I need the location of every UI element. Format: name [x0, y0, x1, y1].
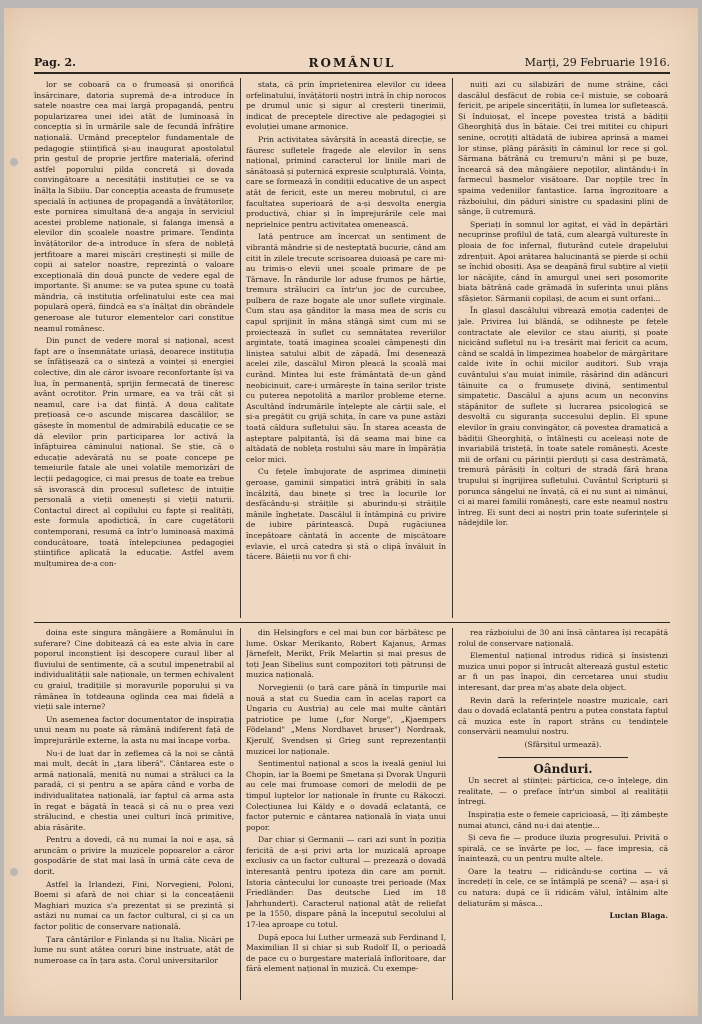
bottom-column-3: [458, 628, 668, 1000]
poem-title: Oânduri.: [533, 761, 593, 776]
paragraph: Pentru a dovedi, că nu numai la noi e așa, să aruncăm o privire la muzicele popoarelor a căror gospodărie de stat mai lasă în urmă câte ceva de dorit.: [34, 835, 234, 877]
paragraph: Țara cântărilor e Finlanda și nu Italia. Nicări pe lume nu sunt atâtea coruri bine instruate, atât de numeroase ca în țara asta. Corul universitarilor: [34, 934, 234, 965]
paper-hole: [10, 868, 18, 876]
poem-stanza: Oare la teatru — ridicându-se cortina — vă încredeți în cele, ce se întâmplă pe scenă? — așa-i și cu natura: după ce îi ridicăm vălul, întâlnim alte deliaturăm și măsca...: [458, 866, 668, 908]
paragraph: Sentimentul național a scos la iveală geniul lui Chopin, iar la Boemi pe Smetana și Dvorak Ungurii au cele mai frumoase comori de melodii de pe timpul luptelor lor naționale în frunte cu Rákoczi. Colecțiunea lui Káldy e o dovadă eclatantă, ce factor puternic e cântarea națională în viața unui popor.: [246, 759, 446, 832]
paragraph: Cu fețele îmbujorate de asprimea dimineții geroase, gaminii simpatici intră grăbiți în sala încălzită, dau binețe și trec la locurile lor desfăcându-și străițile și aburindu-și străițile mânile înghețate. Dascălul îi întâmpină cu privire de iubire părintească. După rugăciunea începătoare cântată în accente de mișcătoare evlavie, el urcă catedra și stă o clipă învăluit în tăcere. Băieții nu vor fi chi-: [246, 467, 446, 562]
top-column-3: [458, 80, 668, 618]
column-divider: [240, 78, 241, 618]
paragraph: Dar chiar și Germanii — cari azi sunt în poziția fericită de a-și privi arta lor muzicală aproape exclusiv ca un factor cultural — prezează o dovadă interesantă pentru ipoteza din care am pornit. Istoria cântecului lor cunoaște trei perioade (Max Friedländer: Das deutsche Lied im 18 Jahrhundert). Caracterul național atât de reliefat pe la 1550, dispare până la începutul secolului al 17-lea aproape cu totul.: [246, 835, 446, 930]
newspaper-page: [4, 8, 698, 1016]
paragraph: Iată pentruce am încercat un sentiment de vibrantă mândrie și de nesteptată bucurie, când am citit în zilele trecute scrisoarea duioasă pe care mi-au trimis-o elevii unei școale primare de pe Târnave. În rândurile lor aduse frumos pe hârtie, tremura străluciri ca într'un joc de curcubee, pulbera de raze bogate ale unor suflete virginale. Cum stau așa gânditor la masa mea de scris cu capul sprijinit în mâna stângă simt cum mi se proiectează în suflet cu semnătatea reveriilor argintate, toată imaginea școalei câmpenești din liniștea satului albit de zăpadă. Îmi desenează acelei zile, dascălul Miron pleacă la școală mai curând. Mintea lui este frământată de-un gând neobicinuit, care-i urmărește în taina serilor triste cu puterea nepotolită a marilor probleme eterne. Ascultând îndrumările înțelepte ale cărții sale, el și-a pregătit cu grijă schița, în care va pune astăzi toată căldura sufletului său. În starea aceasta de așteptare palpitantă, își dă seama mai bine ca altădată de nobleța rostului său mare în împărăția celor mici.: [246, 232, 446, 464]
paragraph: În glasul dascălului vibrează emoția cadenței de jale. Privirea lui blândă, se odihnește pe fețele contractate ale elevilor ce stau aiuriți, și poate nicicând sufletul nu i-a tresărit mai fericit ca acum, când se scaldă în limpezimea hoabelor de mărgăritare calde ivite în ochii micilor auditori. Sub vraja cuvântului s'au muiat inimile, răsărind din adâncuri tăinuite ca o frumusețe divină, sentimentul simpatetic. Dascălul a ajuns acum un neconvins stăpânitor de suflete și lucrarea psicologică se desvoltă cu siguranța succesului deplin. El spune elevilor în graiu convingător, că povestea dramatică a bădiții Gheorghiță, o întâlnești cu aceleași note de invariabilă tristeță, în toate satele românești. Aceste mii de orfani cu părinții pierduți și casa destrămată, tremură părăsiți în colțuri de stradă fără hrana trupului și îngrijirea sufletului. Cuvântul Scripturii și porunca sângelui ne învață, că ei nu sunt ai nimănui, ci ai marei familii românești, care este neamul nostru întreg. Ei sunt deci ai noștri prin toate suferințele și nădejdile lor.: [458, 306, 668, 528]
masthead: [34, 52, 670, 74]
paragraph: Norvegienii (o țară care până în timpurile mai nouă a stat cu Suedia cam în acelaș raport ca Ungaria cu Austria) au cele mai multe cântări patriotice pe lume („for Norge", „Kjaempers Födeland" „Mens Nordhavet bruser") Nordraak, Kjerulf, Svendsen și Grieg sunt reprezentanții muzicei lor naționale.: [246, 682, 446, 756]
paragraph: Speriați în somnul lor agitat, ei văd în depărtări necuprinse profilul de tată, cum aleargă vultureste în ploaia de foc infernal, fluturând cutele drapelului zdrențuit. Apoi arătarea halucinantă se pierde și ochii se închid obosiți. Așa se deapănă firul subțire al vieții lor năcăjite, când în amurgul unei seri posomorite biata bătrână cade grămadă în suferința unui plâns sfâșietor. Sărmanii copilași, de acum ei sunt orfani...: [458, 219, 668, 303]
paragraph: Elementul național introdus ridică și însistenzi muzica unui popor și întrucât alterează gustul estetic ar fi un pas înapoi, din cercetarea unui studiu interesant, dar prea m'aș abate dela object.: [458, 651, 668, 692]
paragraph: Prin activitatea săvârșită în această direcție, se făuresc sufletele fragede ale elevilor în sens național, primind caracterul lor liniile mari de sănătoasă și puternică expresie sculpturală. Voința, care se formează în condiții educative de un aspect atât de fericit, este un mereu mobrutul, ci are facultatea superioară de a-și desvolta energia productivă, chiar și în împrejurările cele mai neprielnice pentru activitatea omenească.: [246, 134, 446, 229]
top-column-1: [34, 80, 234, 618]
paragraph: stata, că prin împrietenirea elevilor cu ideea orfelinatului, învățătorii noștri intră în chip norocos pe drumul unic și sigur al creșterii tinerimii, indicat de preceptele directive ale pedagogiei și evoluției umane armonice.: [246, 80, 446, 132]
paragraph: rea războiului de 30 ani însă cântarea își recapătă rolul de conservare națională.: [458, 628, 668, 648]
poem-stanza: Și ceva fie — produce iluzia progresului. Privită o spirală, ce se învârte pe loc, — face impresia, că înaintează, cu un pentru multe altele.: [458, 833, 668, 864]
paragraph: nuiți azi cu silabizări de nume străine, căci dascălul desfăcut de robia ce-l mistuie, se coboară fericit, pe aripele sincerității, în lumea lor sufletească. Și înduioșat, el începe povestea tristă a bădiții Gheorghiță dus în bătaie. Cei trei mititei cu chipuri senine, ocroțiți altădată de iubirea aprinsă a mamei lor stinse, plâng părăsiți în căminul lor rece și gol. Sărmana bătrână cu tremuru'n mâni și pe buze, încearcă să dea mângâiere nepoților, alintându-i în farmecul basmelor visătoare. Dar nopțile trec în spaima vedeniilor fantastice. Iarna îngrozitoare a războiului, din păduri sinistre cu spadasini plini de sânge, îi cutremură.: [458, 80, 668, 217]
page-number: Pag. 2.: [34, 56, 76, 69]
poem-author: Lucian Blaga.: [609, 911, 668, 921]
top-column-2: [246, 80, 446, 618]
paragraph: După epoca lui Luther urmează sub Ferdinand I, Maximilian II și chiar și sub Rudolf II, o perioadă de pace cu o burgestare materială înfloritoare, dar fără element național în muzică. Cu exempe-: [246, 932, 446, 974]
section-divider: [34, 622, 670, 623]
paragraph: Un asemenea factor documentator de inspirația unui neam nu poate să rămână indiferent față de împrejurările externe, la asta nu mai încape vorba.: [34, 714, 234, 745]
column-divider: [452, 78, 453, 618]
paragraph: doina este singura mângâiere a Românului în suferare? Cine dobitează că ea este alvia în care poporul inconștient își descopere curaul liber al fluviului de sentimente, că a scutul impenetrabil al individualității sale naționale, un termen echivalent cu graiul, tradițiile și moravurile poporului și va rămânea în totdeauna oglinda cea mai fidelă a vieții sale interne?: [34, 628, 234, 712]
paragraph: Revin dară la referințele noastre muzicale, cari dau o dovadă eclatantă pentru a putea constata faptul că muzica este în raport strâns cu tendințele conservării neamului nostru.: [458, 695, 668, 737]
paragraph: lor se coboară ca o frumoasă și onorifică însărcinare, datoria supremă de-a introduce în satele noastre cea mai largă propagandă, pentru popularizarea unei idei atât de luminoasă în concepția și în urmările sale de fecundă înfrățire națională. Urmând preceptelor fundamentale de pedagogie științifică și-au inaugurat apostolatul prin gestul de proprie jertfire materială, oferind astfel poporului pilda concretă și dovada convingătoare a necesității instituției ce se va înălța la Sibiiu. Dar concepția aceasta de frumusețe specială în acțiunea de propagandă a învățătorilor, este pornirea simultană de-a angaja în serviciul acestei probleme naționale, și falanga imensă a elevilor din școalele noastre primare. Tendința învățătorilor de-a introduce în sfera de nobleță jertfitoare a marei mișcări creștinești și mille de copii ai satelor noastre, reprezintă o valoare excepțională din două puncte de vedere egal de importante. Și anume: se va putea spune cu toată mândria, că instituția orfelinatului este cea mai populară operă, fiindcă ea s'a înălțat din obrăndele generoase ale tuturor elementelor cari constitue neamul românesc.: [34, 80, 234, 333]
column-divider: [452, 628, 453, 1000]
paragraph: Nu-i de luat dar în zeflemea că la noi se cântă mai mult, decât în „țara liberă". Cântarea este o armă națională, menită nu numai a străluci ca la paradă, ci și pentru a se apăra când e vorba de individualitatea națională, iar faptul că arma asta în regat e băgată în teacă și că nu o prea vezi strălucind, e chestia unei culturi încă primitive, abia răsărite.: [34, 748, 234, 832]
newspaper-title: ROMÂNUL: [308, 56, 396, 70]
issue-date: Marți, 29 Februarie 1916.: [524, 56, 670, 69]
poem-stanza: Inspirația este o femeie capricioasă, — îți zâmbește numai atunci, când nu-i dai atenție...: [458, 809, 668, 830]
poem: [458, 761, 668, 922]
paper-hole: [10, 158, 18, 166]
paragraph: Astfel la Irlandezi, Fini, Norvegieni, Poloni, Boemi și afară de noi chiar și la conceațăenii Maghiari muzica s'a prezentat și se prezintă și astăzi nu numai ca un factor cultural, ci și ca un factor politic de conservare națională.: [34, 879, 234, 932]
bottom-column-1: [34, 628, 234, 1000]
column-divider: [240, 628, 241, 1000]
continued-note: (Sfârșitul urmează).: [524, 739, 602, 749]
poem-divider: [498, 757, 628, 758]
paragraph: Din punct de vedere moral și național, acest fapt are o însemnătate uriașă, deoarece instituția se înfățișează ca o sinteză a voinței și energiei colective, din ale căror isvoare reconfortante își va lua, în permanență, sprijin fermecată de tineresc avânt ocrotitor. Prin urmare, ea va trăi cât și neamul, care i-a dat ființă. A doua calitate prețioasă ce-o ascunde mișcarea dascălilor, se găsește în momentul de admirabilă educație ce se dă elevilor prin participarea lor activă la înfăptuirea căminului național. Se știe, că o educație adevărată nu se poate concepe pe temeiurile fatale ale unei volatile memorizări de lecții pedagogice, ci mai presus de toate ea trebue să isvorască din procesul sufletesc de intuiție personală a vieții omenești și vieții naturii. Contactul direct al copilului cu fapte și realități, este formula apodictică, în care cugetătorii contemporani, resumă ca într'o luminoasă maximă conducătoare, toată întelepciunea pedagogiei științifice aplicată la educație. Astfel avem mulțumirea de-a con-: [34, 336, 234, 568]
poem-stanza: Un secret al științei: părticica, ce-o înțelege, din realitate, — o preface într'un simbol al realității întregi.: [458, 776, 668, 807]
bottom-column-2: [246, 628, 446, 1000]
paragraph: din Helsingfors e cel mai bun cor bărbătesc pe lume. Oskar Merikanto, Robert Kajanus, Armas Järnefelt, Merikt, Frik Melartin și mai presus de toți Jean Sibelius sunt compozitori toți pătrunși de muzica națională.: [246, 628, 446, 680]
